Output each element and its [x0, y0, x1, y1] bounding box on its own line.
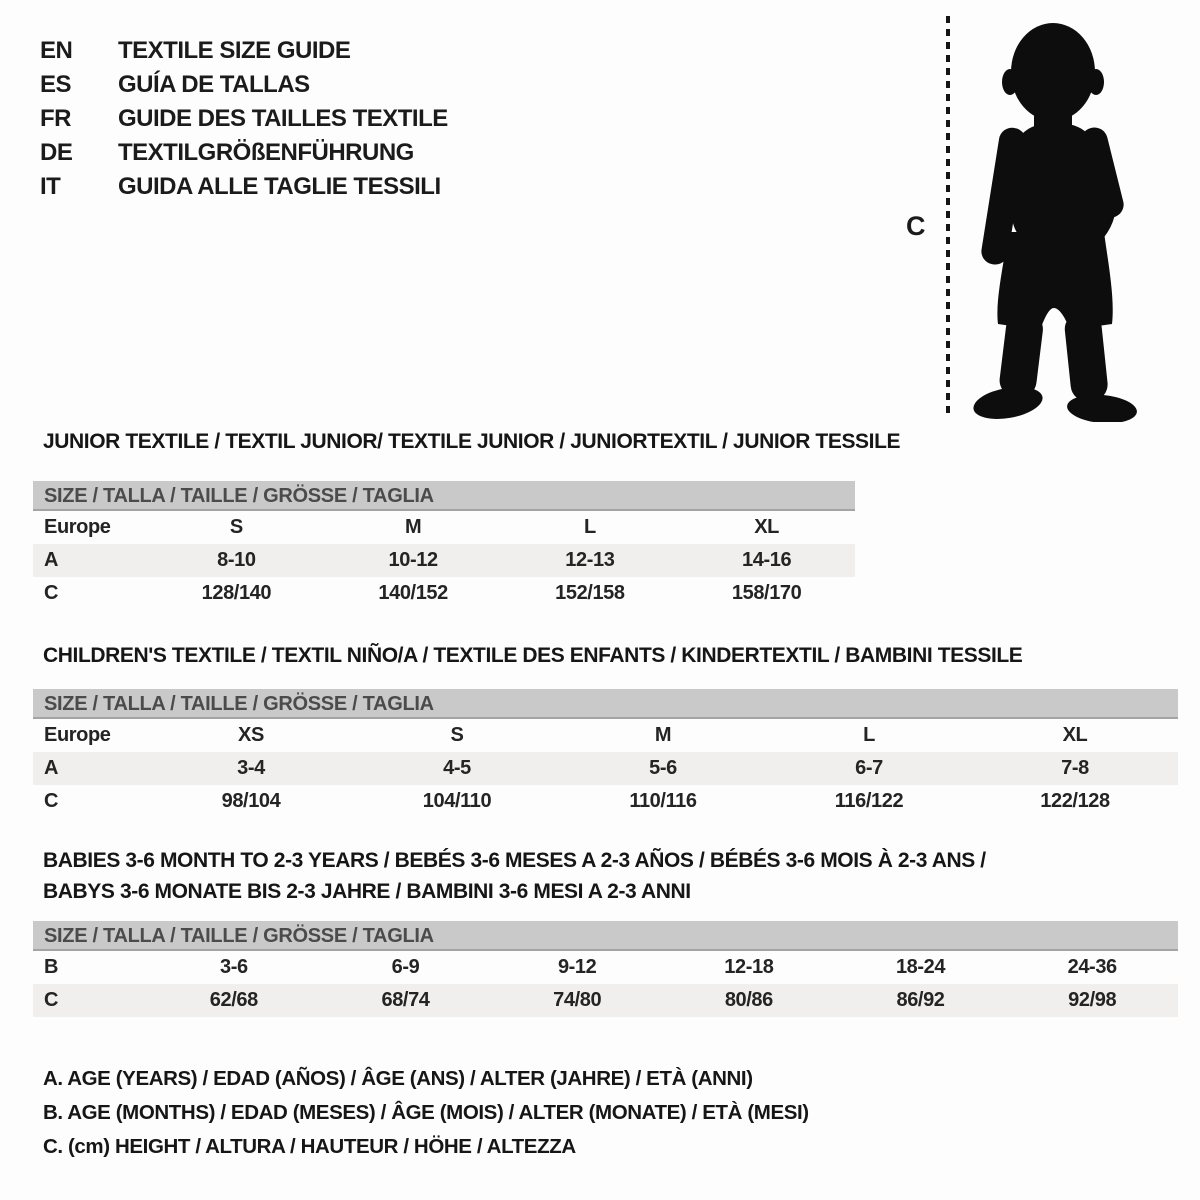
height-cell: 92/98 — [1068, 989, 1117, 1011]
size-cell: L — [583, 516, 596, 538]
language-code: FR — [40, 105, 71, 132]
age-cell: 7-8 — [1061, 757, 1089, 779]
height-cell: 98/104 — [221, 790, 281, 812]
size-header-bar: SIZE / TALLA / TAILLE / GRÖSSE / TAGLIA — [33, 921, 1178, 951]
height-cell: 62/68 — [209, 989, 258, 1011]
height-cell: 158/170 — [731, 582, 802, 604]
legend-age-years: A. AGE (YEARS) / EDAD (AÑOS) / ÂGE (ANS) / ALTER (JAHRE) / ETÀ (ANNI) — [43, 1067, 753, 1090]
language-code: IT — [40, 173, 61, 200]
language-row — [40, 102, 448, 136]
height-cell: 74/80 — [553, 989, 602, 1011]
height-cell: 152/158 — [555, 582, 625, 604]
legend-age-months: B. AGE (MONTHS) / EDAD (MESES) / ÂGE (MOIS) / ALTER (MONATE) / ETÀ (MESI) — [43, 1101, 809, 1124]
height-cell: 80/86 — [724, 989, 773, 1011]
section-title-babies-line1: BABIES 3-6 MONTH TO 2-3 YEARS / BEBÉS 3-6 MESES A 2-3 AÑOS / BÉBÉS 3-6 MOIS À 2-3 ANS / — [43, 849, 986, 872]
age-cell: 8-10 — [217, 549, 256, 571]
size-cell: L — [863, 724, 875, 746]
section-title-babies-line2: BABYS 3-6 MONATE BIS 2-3 JAHRE / BAMBINI 3-6 MESI A 2-3 ANNI — [43, 880, 691, 903]
toddler-silhouette-icon — [964, 12, 1142, 422]
age-cell: 9-12 — [557, 956, 597, 978]
height-cell: 122/128 — [1040, 790, 1110, 812]
age-cell: 6-9 — [391, 956, 420, 978]
row-label: Europe — [44, 516, 111, 538]
table-row-europe — [33, 719, 1178, 752]
age-cell: 6-7 — [855, 757, 883, 779]
language-code: ES — [40, 71, 72, 98]
age-cell: 24-36 — [1067, 956, 1117, 978]
page-title-de: TEXTILGRÖßENFÜHRUNG — [118, 139, 414, 166]
table-row-height — [33, 984, 1178, 1017]
legend — [43, 1062, 809, 1164]
age-cell: 4-5 — [443, 757, 471, 779]
row-label: C — [44, 790, 59, 812]
age-cell: 12-18 — [724, 956, 774, 978]
height-cell: 116/122 — [834, 790, 904, 812]
language-code: EN — [40, 37, 73, 64]
section-title-babies — [43, 845, 986, 907]
row-label: A — [44, 549, 59, 571]
age-cell: 14-16 — [742, 549, 792, 571]
language-row — [40, 68, 448, 102]
height-cell: 68/74 — [381, 989, 430, 1011]
size-cell: M — [404, 516, 422, 538]
age-cell: 5-6 — [649, 757, 677, 779]
page-title-es: GUÍA DE TALLAS — [118, 71, 310, 98]
children-size-table — [33, 689, 1178, 818]
age-cell: 10-12 — [388, 549, 438, 571]
legend-height-cm: C. (cm) HEIGHT / ALTURA / HAUTEUR / HÖHE / ALTEZZA — [43, 1135, 576, 1158]
page-title-it: GUIDA ALLE TAGLIE TESSILI — [118, 173, 441, 200]
row-label: A — [44, 757, 59, 779]
size-cell: XL — [754, 516, 779, 538]
language-row — [40, 34, 448, 68]
height-cell: 140/152 — [378, 582, 448, 604]
row-label: C — [44, 582, 59, 604]
age-cell: 12-13 — [565, 549, 615, 571]
size-cell: XS — [238, 724, 264, 746]
size-header-bar: SIZE / TALLA / TAILLE / GRÖSSE / TAGLIA — [33, 689, 1178, 719]
size-cell: XL — [1062, 724, 1088, 746]
page-title-fr: GUIDE DES TAILLES TEXTILE — [118, 105, 448, 132]
table-row-europe — [33, 511, 855, 544]
height-cell: 128/140 — [201, 582, 272, 604]
height-cell: 110/116 — [629, 790, 697, 812]
babies-size-table — [33, 921, 1178, 1017]
table-row-height — [33, 577, 855, 610]
age-cell: 3-6 — [219, 956, 248, 978]
row-label: C — [44, 989, 59, 1011]
language-title-block — [40, 34, 448, 204]
height-measure-label: C — [906, 211, 926, 241]
section-title-junior: JUNIOR TEXTILE / TEXTIL JUNIOR/ TEXTILE JUNIOR / JUNIORTEXTIL / JUNIOR TESSILE — [43, 430, 901, 453]
height-cell: 86/92 — [896, 989, 945, 1011]
table-row-age — [33, 544, 855, 577]
size-cell: S — [229, 516, 243, 538]
size-cell: S — [450, 724, 464, 746]
row-label: Europe — [44, 724, 111, 746]
table-row-age — [33, 752, 1178, 785]
age-cell: 18-24 — [895, 956, 946, 978]
size-cell: M — [654, 724, 672, 746]
table-row-age-months — [33, 951, 1178, 984]
size-header-bar: SIZE / TALLA / TAILLE / GRÖSSE / TAGLIA — [33, 481, 855, 511]
table-row-height — [33, 785, 1178, 818]
language-row — [40, 136, 448, 170]
junior-size-table — [33, 481, 855, 610]
age-cell: 3-4 — [237, 757, 265, 779]
height-cell: 104/110 — [422, 790, 492, 812]
section-title-children: CHILDREN'S TEXTILE / TEXTIL NIÑO/A / TEXTILE DES ENFANTS / KINDERTEXTIL / BAMBINI TESSILE — [43, 644, 1023, 667]
height-measure-line — [946, 16, 950, 416]
language-row — [40, 170, 448, 204]
row-label: B — [44, 956, 59, 978]
page-title: TEXTILE SIZE GUIDE — [118, 37, 351, 64]
language-code: DE — [40, 139, 73, 166]
